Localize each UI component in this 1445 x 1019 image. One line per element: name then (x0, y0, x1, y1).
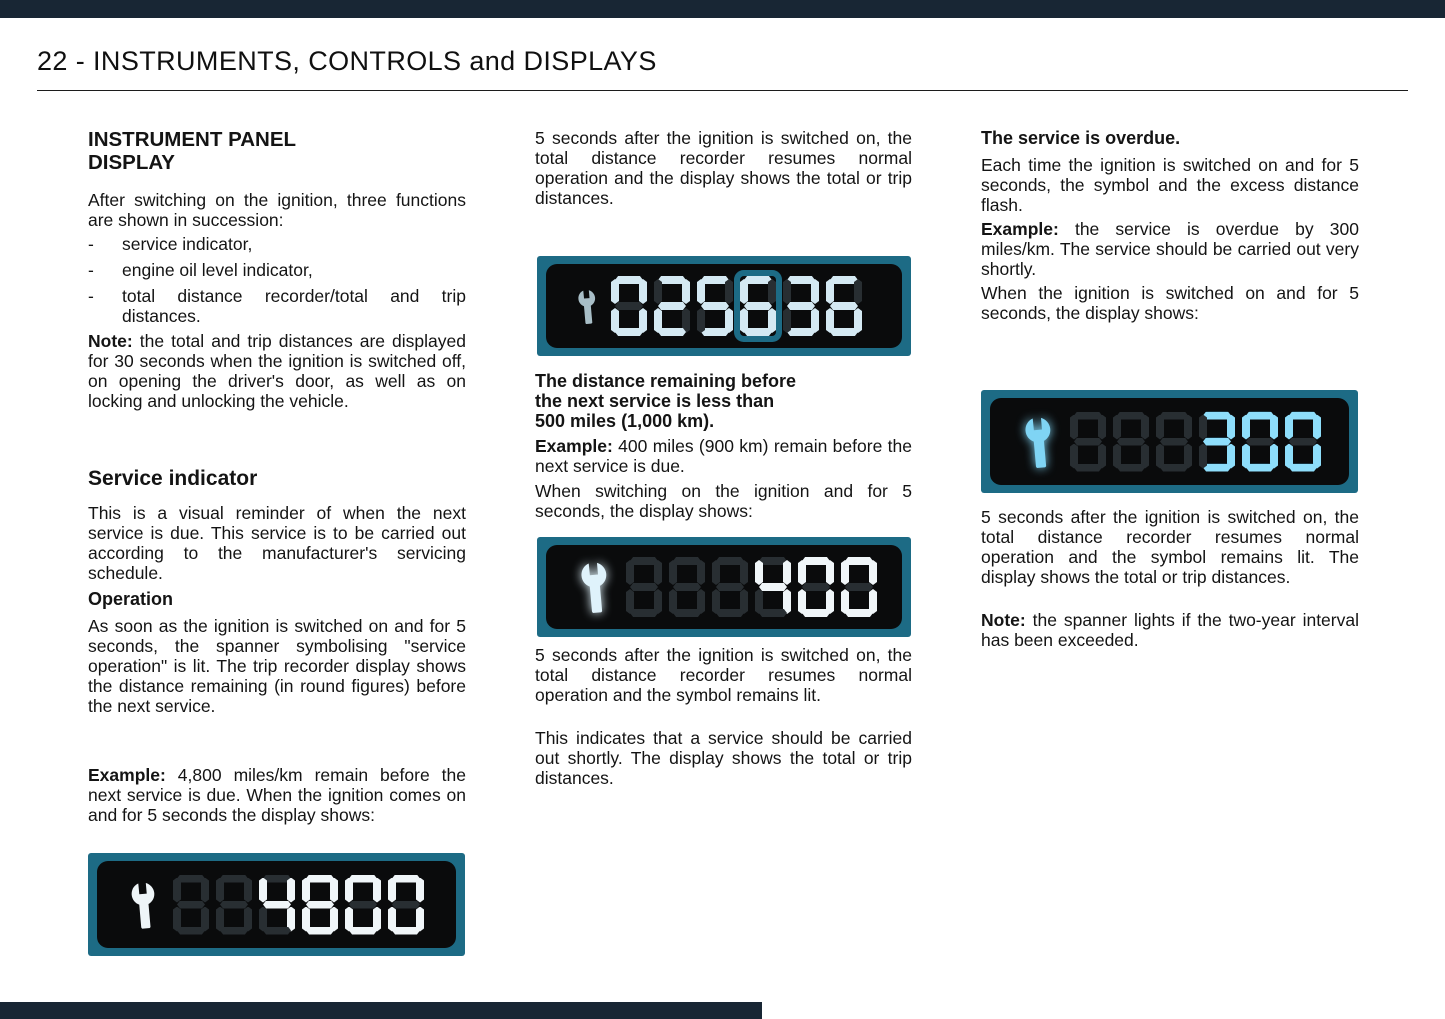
example-label: Example: (535, 436, 613, 456)
lcd-segment (845, 583, 873, 591)
lcd-segment (768, 279, 776, 304)
lcd-digit (1285, 412, 1321, 472)
lcd-segment (716, 557, 744, 565)
lcd-digits (1070, 412, 1321, 472)
two-year-note-paragraph (981, 610, 1359, 650)
page-title: 22 - INSTRUMENTS, CONTROLS and DISPLAYS (37, 46, 657, 76)
spanner-icon (572, 564, 618, 610)
list-item-label: engine oil level indicator, (122, 260, 313, 280)
lcd-segment (830, 302, 858, 310)
lcd-panel (990, 398, 1349, 485)
list-item-label: total distance recorder/total and trip distances. (122, 286, 466, 326)
lcd-segment (712, 560, 720, 585)
lcd-digit (345, 875, 381, 935)
lcd-segment (697, 560, 705, 585)
lcd-segment (1242, 444, 1250, 469)
lcd-segment (744, 302, 772, 310)
lcd-segment (263, 875, 291, 883)
lcd-segment (1199, 444, 1207, 469)
lcd-segment (841, 560, 849, 585)
example-300-paragraph (981, 219, 1359, 279)
lcd-segment (701, 302, 729, 310)
lcd-segment (759, 609, 787, 617)
spanner-icon (1016, 419, 1062, 465)
lcd-segment (1246, 464, 1274, 472)
lcd-segment (1285, 444, 1293, 469)
lcd-segment (615, 276, 643, 284)
lcd-segment (1117, 438, 1145, 446)
lcd-segment (658, 276, 686, 284)
lcd-segment (1070, 444, 1078, 469)
resume-overdue-paragraph: 5 seconds after the ignition is switched on, the total distance recorder resumes normal operation and the symbol remains lit. The display shows the total or trip distances. (981, 507, 1359, 587)
lcd-digit (302, 875, 338, 935)
lcd-segment (1289, 412, 1317, 420)
heading-line-2: the next service is less than (535, 391, 775, 411)
lcd-segment (682, 279, 690, 304)
lcd-display-300 (981, 390, 1358, 493)
lcd-segment (716, 609, 744, 617)
lcd-segment (306, 927, 334, 935)
lcd-segment (830, 276, 858, 284)
lcd-digit (173, 875, 209, 935)
example-label: Example: (88, 765, 166, 785)
lcd-segment (259, 907, 267, 932)
lcd-segment (611, 308, 619, 333)
title-line-1: INSTRUMENT PANEL (88, 128, 297, 151)
heading-line-1: The distance remaining before (535, 371, 797, 391)
lcd-digit (611, 276, 647, 336)
example-label: Example: (981, 219, 1059, 239)
lcd-segment (1074, 412, 1102, 420)
list-item (88, 286, 466, 326)
intro-paragraph: After switching on the ignition, three functions are shown in succession: (88, 190, 466, 230)
lcd-segment (697, 308, 705, 333)
lcd-segment (349, 901, 377, 909)
lcd-segment (1160, 438, 1188, 446)
lcd-segment (740, 308, 748, 333)
lcd-digit (1242, 412, 1278, 472)
lcd-segment (1242, 415, 1250, 440)
lcd-segment (263, 927, 291, 935)
lcd-segment (841, 589, 849, 614)
lcd-segment (345, 878, 353, 903)
lcd-segment (755, 589, 763, 614)
note-label: Note: (981, 610, 1026, 630)
lcd-segment (388, 878, 396, 903)
lcd-segment (392, 901, 420, 909)
lcd-segment (783, 560, 791, 585)
lcd-segment (302, 878, 310, 903)
lcd-segment (287, 878, 295, 903)
lcd-digit (740, 276, 776, 336)
lcd-segment (783, 308, 791, 333)
lcd-segment (220, 875, 248, 883)
lcd-segment (220, 901, 248, 909)
lcd-segment (1203, 464, 1231, 472)
spanner-icon (123, 884, 165, 926)
lcd-digit (626, 557, 662, 617)
lcd-segment (630, 583, 658, 591)
lcd-digit (826, 276, 862, 336)
when-ignition-paragraph: When the ignition is switched on and for 5 seconds, the display shows: (981, 283, 1359, 323)
lcd-segment (220, 927, 248, 935)
lcd-segment (669, 589, 677, 614)
lcd-segment (626, 560, 634, 585)
lcd-segment (1313, 415, 1321, 440)
lcd-segment (673, 557, 701, 565)
lcd-segment (669, 560, 677, 585)
resume-paragraph-top: 5 seconds after the ignition is switched on, the total distance recorder resumes normal operation and the display shows the total or trip distances. (535, 128, 912, 208)
lcd-segment (744, 328, 772, 336)
lcd-segment (177, 927, 205, 935)
lcd-digit (1070, 412, 1106, 472)
lcd-segment (826, 308, 834, 333)
service-indicator-paragraph: This is a visual reminder of when the next service is due. This service is to be carried out according to the manufacturer's servicing schedule. (88, 503, 466, 583)
lcd-segment (716, 583, 744, 591)
lcd-segment (811, 279, 819, 304)
lcd-segment (740, 279, 748, 304)
lcd-segment (611, 279, 619, 304)
lcd-digit (783, 276, 819, 336)
lcd-segment (1285, 415, 1293, 440)
operation-paragraph: As soon as the ignition is switched on and for 5 seconds, the spanner symbolising "service operation" is lit. The trip recorder display shows the distance remaining (in round figures) before the next service. (88, 616, 466, 716)
lcd-segment (1199, 415, 1207, 440)
lcd-segment (177, 875, 205, 883)
lcd-segment (1203, 412, 1231, 420)
lcd-segment (673, 583, 701, 591)
function-list (88, 234, 466, 332)
lcd-segment (630, 609, 658, 617)
lcd-segment (615, 328, 643, 336)
lcd-segment (658, 328, 686, 336)
list-item (88, 234, 466, 254)
lcd-segment (373, 878, 381, 903)
lcd-digit (388, 875, 424, 935)
lcd-segment (845, 557, 873, 565)
lcd-segment (759, 557, 787, 565)
lcd-segment (1117, 464, 1145, 472)
lcd-segment (630, 557, 658, 565)
lcd-segment (1156, 444, 1164, 469)
list-dash: - (88, 234, 94, 254)
lcd-digits (611, 276, 862, 336)
lcd-segment (826, 560, 834, 585)
lcd-digit (1199, 412, 1235, 472)
spanner-icon (572, 291, 603, 322)
lcd-segment (802, 609, 830, 617)
lcd-segment (626, 589, 634, 614)
lcd-segment (177, 901, 205, 909)
lcd-segment (755, 560, 763, 585)
lcd-segment (759, 583, 787, 591)
lcd-segment (615, 302, 643, 310)
lcd-segment (802, 583, 830, 591)
lcd-segment (416, 878, 424, 903)
lcd-segment (654, 560, 662, 585)
lcd-segment (639, 279, 647, 304)
lcd-digit (697, 276, 733, 336)
lcd-segment (869, 560, 877, 585)
lcd-segment (654, 279, 662, 304)
note-text: the spanner lights if the two-year interval has been exceeded. (981, 610, 1359, 650)
note-text: the total and trip distances are displayed for 30 seconds when the ignition is switched off, on opening the driver's door, as well as on locking and unlocking the vehicle. (88, 331, 466, 411)
lcd-digit (669, 557, 705, 617)
lcd-segment (1141, 415, 1149, 440)
bottom-border-bar (0, 1002, 762, 1019)
lcd-segment (349, 875, 377, 883)
lcd-segment (826, 279, 834, 304)
lcd-segment (1070, 415, 1078, 440)
lcd-segment (697, 279, 705, 304)
lcd-segment (244, 878, 252, 903)
lcd-segment (744, 276, 772, 284)
lcd-segment (392, 875, 420, 883)
lcd-segment (173, 907, 181, 932)
note-paragraph (88, 331, 466, 411)
lcd-segment (1117, 412, 1145, 420)
lcd-segment (349, 927, 377, 935)
operation-heading: Operation (88, 589, 174, 609)
lcd-segment (1227, 415, 1235, 440)
list-dash: - (88, 260, 94, 280)
lcd-digit (841, 557, 877, 617)
example-400-paragraph (535, 436, 912, 476)
lcd-digit (755, 557, 791, 617)
lcd-digit (1156, 412, 1192, 472)
lcd-segment (798, 589, 806, 614)
lcd-segment (388, 907, 396, 932)
lcd-segment (798, 560, 806, 585)
lcd-segment (1098, 415, 1106, 440)
note-label: Note: (88, 331, 133, 351)
lcd-digit (216, 875, 252, 935)
lcd-segment (330, 878, 338, 903)
lcd-digit (1113, 412, 1149, 472)
lcd-segment (1160, 412, 1188, 420)
lcd-segment (306, 875, 334, 883)
instrument-panel-title (88, 128, 466, 174)
lcd-segment (201, 878, 209, 903)
lcd-segment (1160, 464, 1188, 472)
lcd-segment (701, 276, 729, 284)
symbol-flash-paragraph: Each time the ignition is switched on and for 5 seconds, the symbol and the excess distance flash. (981, 155, 1359, 215)
lcd-segment (1074, 438, 1102, 446)
lcd-segment (302, 907, 310, 932)
lcd-segment (392, 927, 420, 935)
lcd-segment (216, 878, 224, 903)
service-overdue-heading: The service is overdue. (981, 128, 1181, 148)
lcd-segment (854, 279, 862, 304)
lcd-segment (1113, 444, 1121, 469)
title-line-2: DISPLAY (88, 151, 175, 174)
lcd-panel (546, 545, 902, 629)
lcd-display-4800 (88, 853, 465, 956)
lcd-digit (798, 557, 834, 617)
list-dash: - (88, 286, 94, 306)
lcd-segment (802, 557, 830, 565)
lcd-segment (658, 302, 686, 310)
lcd-display-total-distance (537, 256, 911, 356)
lcd-segment (1246, 438, 1274, 446)
lcd-segment (787, 328, 815, 336)
lcd-segment (725, 279, 733, 304)
lcd-display-400 (537, 537, 911, 637)
page-header (37, 46, 1408, 91)
lcd-segment (845, 609, 873, 617)
example-text: 4,800 miles/km remain before the next service is due. When the ignition comes on and for 5 seconds the display shows: (88, 765, 466, 825)
example-4800-paragraph (88, 765, 466, 825)
lcd-panel (97, 861, 456, 948)
lcd-digit (654, 276, 690, 336)
lcd-segment (259, 878, 267, 903)
lcd-segment (1203, 438, 1231, 446)
example-text: the service is overdue by 300 miles/km. The service should be carried out very shortly. (981, 219, 1359, 279)
lcd-segment (1289, 464, 1317, 472)
lcd-segment (1289, 438, 1317, 446)
lcd-segment (216, 907, 224, 932)
lcd-digits (626, 557, 877, 617)
heading-line-3: 500 miles (1,000 km). (535, 411, 715, 431)
lcd-segment (673, 609, 701, 617)
lcd-segment (1113, 415, 1121, 440)
example-text: 400 miles (900 km) remain before the next service is due. (535, 436, 912, 476)
lcd-segment (783, 279, 791, 304)
lcd-segment (1246, 412, 1274, 420)
lcd-panel (546, 264, 902, 348)
lcd-digit (712, 557, 748, 617)
resume-symbol-lit-paragraph: 5 seconds after the ignition is switched on, the total distance recorder resumes normal operation and the symbol remains lit. (535, 645, 912, 705)
lcd-digits (173, 875, 424, 935)
service-indicator-heading: Service indicator (88, 467, 258, 490)
lcd-segment (740, 560, 748, 585)
lcd-segment (1270, 415, 1278, 440)
lcd-segment (1184, 415, 1192, 440)
when-switching-paragraph: When switching on the ignition and for 5 seconds, the display shows: (535, 481, 912, 521)
distance-remaining-heading (535, 371, 912, 431)
lcd-segment (787, 302, 815, 310)
lcd-segment (830, 328, 858, 336)
lcd-segment (787, 276, 815, 284)
lcd-segment (1074, 464, 1102, 472)
lcd-segment (263, 901, 291, 909)
service-shortly-paragraph: This indicates that a service should be carried out shortly. The display shows the total or trip distances. (535, 728, 912, 788)
lcd-segment (173, 878, 181, 903)
lcd-digit (259, 875, 295, 935)
lcd-segment (345, 907, 353, 932)
list-item (88, 260, 466, 280)
top-border-bar (0, 0, 1445, 18)
lcd-segment (701, 328, 729, 336)
lcd-segment (1156, 415, 1164, 440)
lcd-segment (306, 901, 334, 909)
lcd-segment (654, 308, 662, 333)
list-item-label: service indicator, (122, 234, 253, 254)
lcd-segment (712, 589, 720, 614)
